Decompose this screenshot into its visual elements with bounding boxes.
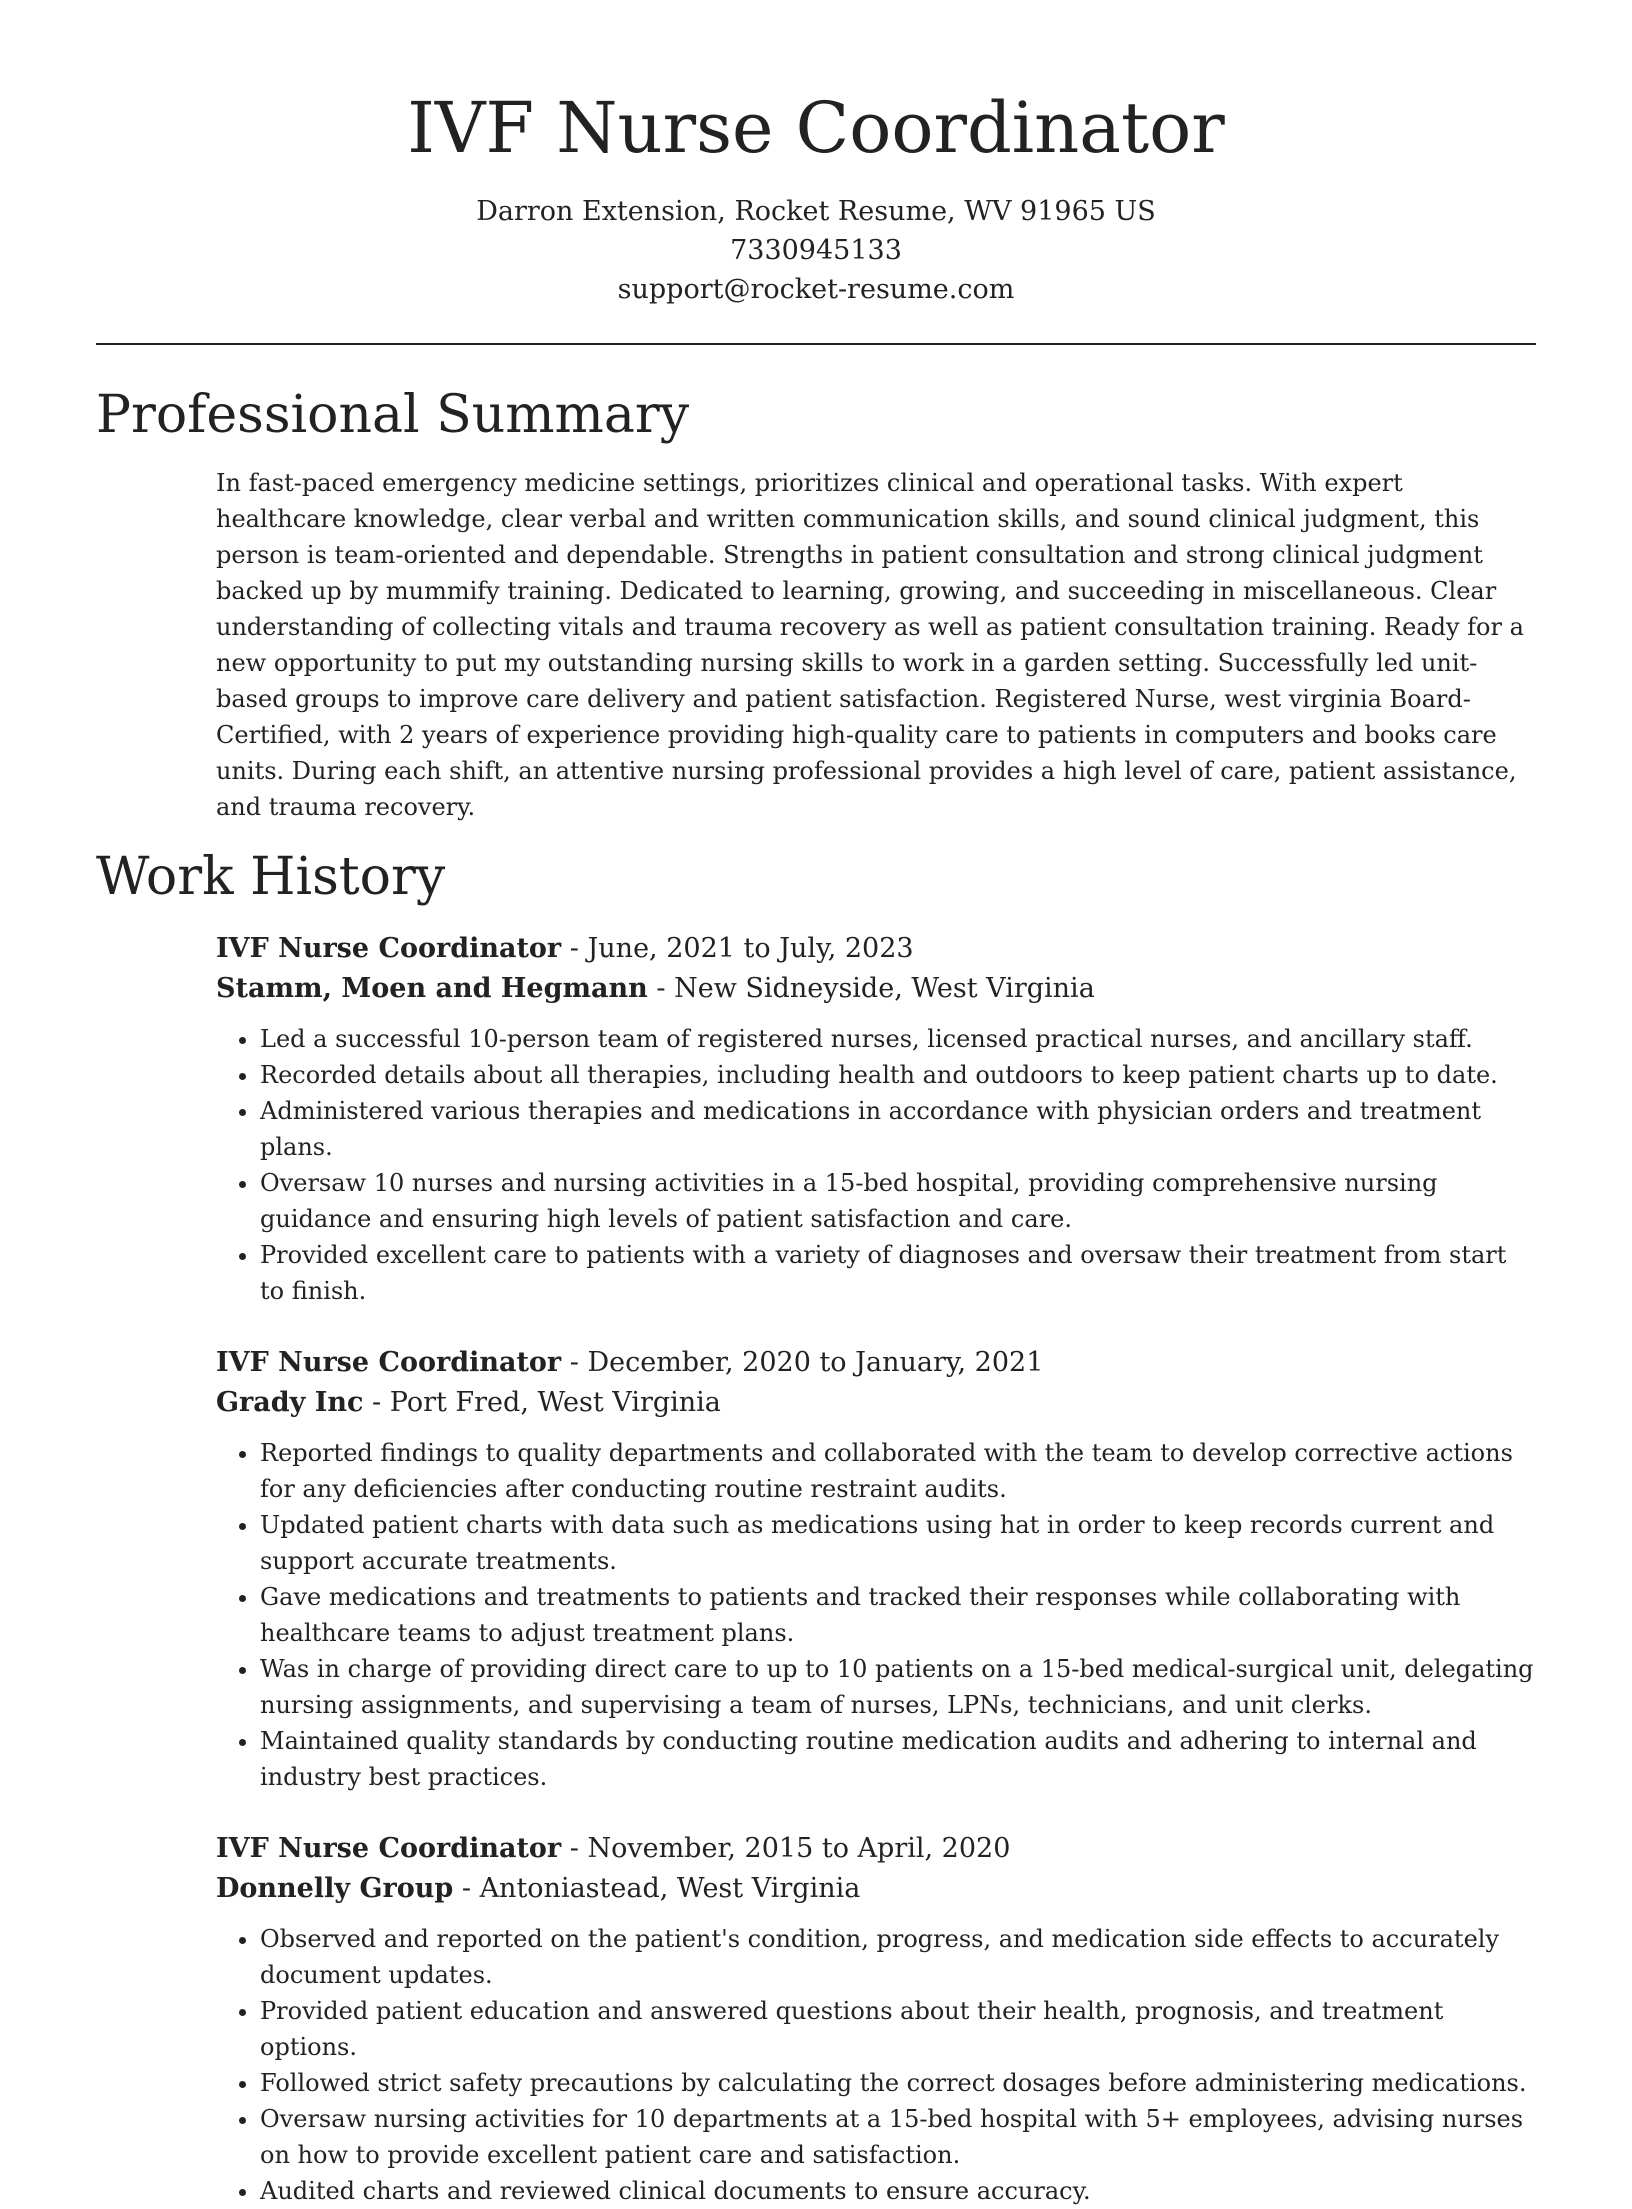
resume-header xyxy=(96,88,1536,309)
list-item: • Led a successful 10-person team of registered nurses, licensed practical nurses, and ancillary staff. xyxy=(260,1021,1536,1057)
job-company: Stamm, Moen and Hegmann xyxy=(216,973,648,1004)
job-title: IVF Nurse Coordinator xyxy=(216,1347,562,1378)
separator: - xyxy=(561,1347,588,1378)
contact-email: support@rocket-resume.com xyxy=(617,274,1015,305)
list-item: • Oversaw 10 nurses and nursing activities in a 15-bed hospital, providing comprehensive nursing guidance and ensuring high levels of patient satisfaction and care. xyxy=(260,1165,1536,1237)
job-company: Donnelly Group xyxy=(216,1873,454,1904)
separator: - xyxy=(647,973,675,1004)
resume-name: IVF Nurse Coordinator xyxy=(407,87,1225,169)
job-title-line xyxy=(216,929,1536,969)
list-item: • Recorded details about all therapies, including health and outdoors to keep patient charts up to date. xyxy=(260,1057,1536,1093)
job-company-line xyxy=(216,1383,1536,1423)
job-company-line xyxy=(216,1869,1536,1909)
list-item: • Was in charge of providing direct care to up to 10 patients on a 15-bed medical-surgical unit, delegating nursing assignments, and supervising a team of nurses, LPNs, technicians, and unit clerks. xyxy=(260,1651,1536,1723)
job-bullet-list xyxy=(216,1921,1536,2209)
job-bullet-list xyxy=(216,1435,1536,1795)
list-item: • Provided patient education and answered questions about their health, prognosis, and treatment options. xyxy=(260,1993,1536,2065)
separator: - xyxy=(561,1833,588,1864)
list-item: • Maintained quality standards by conducting routine medication audits and adhering to internal and industry best practices. xyxy=(260,1723,1536,1795)
list-item: • Observed and reported on the patient's condition, progress, and medication side effects to accurately document updates. xyxy=(260,1921,1536,1993)
separator: - xyxy=(363,1387,390,1418)
job-location: Antoniastead, West Virginia xyxy=(479,1873,861,1904)
job-dates: December, 2020 to January, 2021 xyxy=(587,1347,1044,1378)
list-item: • Oversaw nursing activities for 10 departments at a 15-bed hospital with 5+ employees, advising nurses on how to provide excellent patient care and satisfaction. xyxy=(260,2101,1536,2173)
job-location: Port Fred, West Virginia xyxy=(389,1387,721,1418)
list-item: • Administered various therapies and medications in accordance with physician orders and treatment plans. xyxy=(260,1093,1536,1165)
job-dates: June, 2021 to July, 2023 xyxy=(587,933,914,964)
job-entry xyxy=(216,929,1536,1309)
list-item: • Provided excellent care to patients with a variety of diagnoses and oversaw their treatment from start to finish. xyxy=(260,1237,1536,1309)
list-item: • Gave medications and treatments to patients and tracked their responses while collaborating with healthcare teams to adjust treatment plans. xyxy=(260,1579,1536,1651)
job-bullet-list xyxy=(216,1021,1536,1309)
summary-text: In fast-paced emergency medicine settings, prioritizes clinical and operational tasks. With expert healthcare knowledge, clear verbal and written communication skills, and sound clinical judgment, this person is team-oriented and dependable. Strengths in patient consultation and strong clinical judgment backed up by mummify training. Dedicated to learning, growing, and succeeding in miscellaneous. Clear understanding of collecting vitals and trauma recovery as well as patient consultation training. Ready for a new opportunity to put my outstanding nursing skills to work in a garden setting. Successfully led unit-based groups to improve care delivery and patient satisfaction. Registered Nurse, west virginia Board-Certified, with 2 years of experience providing high-quality care to patients in computers and books care units. During each shift, an attentive nursing professional provides a high level of care, patient assistance, and trauma recovery. xyxy=(216,469,1524,821)
work-history-heading: Work History xyxy=(96,847,446,907)
job-entry xyxy=(216,1343,1536,1795)
job-location: New Sidneyside, West Virginia xyxy=(674,973,1095,1004)
job-title: IVF Nurse Coordinator xyxy=(216,933,562,964)
separator: - xyxy=(561,933,588,964)
job-title: IVF Nurse Coordinator xyxy=(216,1833,562,1864)
job-dates: November, 2015 to April, 2020 xyxy=(587,1833,1011,1864)
header-divider xyxy=(96,343,1536,345)
list-item: • Reported findings to quality departments and collaborated with the team to develop corrective actions for any deficiencies after conducting routine restraint audits. xyxy=(260,1435,1536,1507)
contact-phone: 7330945133 xyxy=(730,235,902,266)
separator: - xyxy=(453,1873,480,1904)
job-title-line xyxy=(216,1343,1536,1383)
job-company: Grady Inc xyxy=(216,1387,364,1418)
list-item: • Updated patient charts with data such as medications using hat in order to keep records current and support accurate treatments. xyxy=(260,1507,1536,1579)
summary-heading: Professional Summary xyxy=(96,385,690,445)
job-company-line xyxy=(216,969,1536,1009)
list-item: • Followed strict safety precautions by calculating the correct dosages before administering medications. xyxy=(260,2065,1536,2101)
job-title-line xyxy=(216,1829,1536,1869)
contact-address: Darron Extension, Rocket Resume, WV 91965 US xyxy=(476,196,1156,227)
professional-summary-section xyxy=(96,383,1536,825)
list-item: • Audited charts and reviewed clinical documents to ensure accuracy. xyxy=(260,2173,1536,2209)
job-entry xyxy=(216,1829,1536,2209)
work-history-section xyxy=(96,845,1536,2209)
